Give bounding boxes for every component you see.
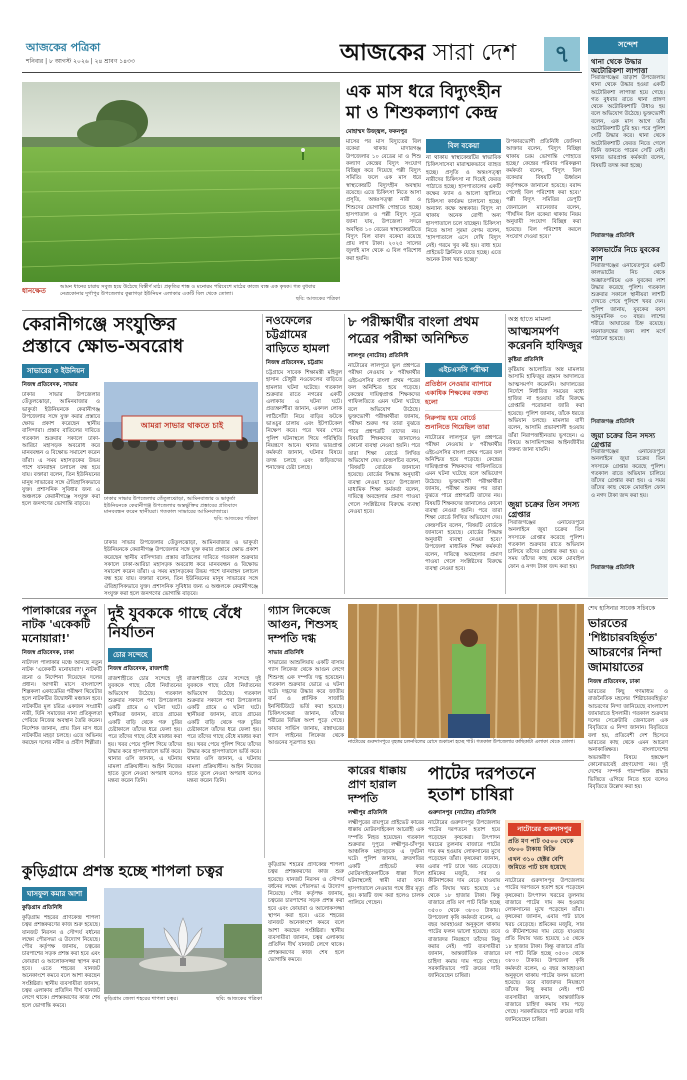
power-byline: মোহাম্মদ উজ্জ্বল, ফকনপুর — [346, 129, 408, 135]
sidebar-item-1-signoff: সিরাজগঞ্জ প্রতিনিধি — [591, 233, 635, 239]
masthead-rule — [22, 72, 582, 73]
sidebar-item-2-signoff: সিরাজগঞ্জ প্রতিনিধি — [591, 419, 635, 425]
farmers-headline-1: পাটের দরপতনে — [428, 764, 536, 784]
farmers-box-point-1: প্রতি মণ পাট ৩৫০০ থেকে ৩৮০০ টাকায় বিক্রি — [508, 838, 574, 853]
shapla-text-continued: কুড়িগ্রাম শহরের প্রাণকেন্দ্র শাপলা চত্বর প্রশস্তকরণের কাজ শুরু হয়েছে। যানজট নিরসন ও সৌন্দর্য বর্ধনের লক্ষ্যে পৌরসভা এ উদ্যোগ নিয়েছে। পৌর কর্তৃপক্ষ জানায়, চত্বরের চারপাশের সড়ক প্রশস্ত করা হবে এবং ফোয়ারা ও আলোকসজ্জা স্থাপন করা হবে। এতে শহরের যানজট অনেকাংশে কমবে বলে আশা করছেন সংশ্লিষ্টরা। স্থানীয় ব্যবসায়ীরা জানান, চত্বর এলাকায় প্রতিদিন দীর্ঘ যানজট লেগে থাকে। প্রশস্তকরণের কাজ শেষ হলে ভোগান্তি কমবে। — [268, 862, 344, 963]
exam-byline: লালপুর (নাটোর) প্রতিনিধি — [348, 353, 409, 359]
shapla-text: কুড়িগ্রাম শহরের প্রাণকেন্দ্র শাপলা চত্বর প্রশস্তকরণের কাজ শুরু হয়েছে। যানজট নিরসন ও সৌন্দর্য বর্ধনের লক্ষ্যে পৌরসভা এ উদ্যোগ নিয়েছে। পৌর কর্তৃপক্ষ জানায়, চত্বরের চারপাশের সড়ক প্রশস্ত করা হবে এবং ফোয়ারা ও আলোকসজ্জা স্থাপন করা হবে। এতে শহরের যানজট অনেকাংশে কমবে বলে আশা করছেন সংশ্লিষ্টরা। স্থানীয় ব্যবসায়ীরা জানান, চত্বর এলাকায় প্রতিদিন দীর্ঘ যানজট লেগে থাকে। প্রশস্তকরণের কাজ শেষ হলে ভোগান্তি কমবে। — [22, 915, 100, 1009]
story-exam — [348, 314, 502, 592]
chattogram-headline: নওফেলের চট্টগ্রামের বাড়িতে হামলা — [266, 314, 330, 355]
tree-headline: দুই যুবককে গাছে বেঁধে নির্যাতন — [108, 604, 242, 641]
keraniganj-headline-1: কেরানীগঞ্জে সংযুক্তির — [22, 314, 177, 335]
page-number: ৭ — [554, 40, 570, 68]
keraniganj-text-continued: ঢাকার সাভার উপজেলার তেঁতুলঝোড়া, আমিনবাজার ও ভাকুর্তা ইউনিয়নকে কেরানীগঞ্জ উপজেলার সঙ্গে যুক্ত করার প্রস্তাবে ক্ষোভ প্রকাশ করেছেন স্থানীয় বাসিন্দারা। প্রস্তাব বাতিলের দাবিতে গতকাল শুক্রবার সকালে ঢাকা-আরিচা মহাসড়ক অবরোধ করে মানববন্ধন ও বিক্ষোভ সমাবেশ করেন তাঁরা। এ সময় মহাসড়কের উভয় পাশে যানবাহন চলাচল বন্ধ হয়ে যায়। বক্তারা বলেন, তিন ইউনিয়নের মানুষ সাভারের সঙ্গে ঐতিহাসিকভাবে যুক্ত। প্রশাসনিক সুবিধার জন্য এ অঞ্চলকে কেরানীগঞ্জে সংযুক্ত করা হলে জনগণের ভোগান্তি বাড়বে। — [104, 540, 258, 598]
keraniganj-text-cont — [104, 540, 258, 598]
sidebar-item-3-headline: জুয়া চক্রের তিন সদস্য গ্রেপ্তার — [591, 431, 656, 449]
gamble-text: সিরাজগঞ্জের এনায়েতপুরে অনলাইনে জুয়া চক্রের তিন সদস্যকে গ্রেপ্তার করেছে পুলিশ। গতকাল শুক্রবার রাতে অভিযান চালিয়ে তাঁদের গ্রেপ্তার করা হয়। এ সময় তাঁদের কাছ থেকে মোবাইল ফোন ও নগদ টাকা জব্দ করা হয়। — [508, 520, 584, 570]
paddy-photo-label: ধানক্ষেত — [22, 287, 46, 295]
surrender-kicker: অস্ত্র হাতে মামলা — [508, 315, 551, 323]
keraniganj-headline-2: প্রস্তাবে ক্ষোভ-অবরোধ — [22, 336, 184, 357]
shapla-photo — [104, 888, 262, 994]
paddy-photo-caption — [22, 284, 340, 304]
story-jute-farmers — [428, 764, 584, 1024]
paddy-field-photo — [22, 82, 340, 282]
newspaper-logo: আজকের পত্রিকা — [26, 41, 101, 54]
keraniganj-caption-block — [104, 496, 258, 536]
shapla-caption-row — [104, 996, 262, 1003]
section-title — [340, 37, 516, 69]
story-tree — [108, 604, 262, 858]
divider-col-1 — [262, 314, 263, 594]
surrender-headline: আত্মসমর্পণ করেননি হাফিজুর — [508, 325, 583, 352]
issue-date: শনিবার | ৮ আগস্ট ২০২৬ | ২৪ শ্রাবণ ১৪৩৩ — [26, 58, 135, 65]
exam-headline: ৮ পরীক্ষার্থীর বাংলা প্রথম পত্রের পরীক্ষা অনিশ্চিত — [348, 315, 479, 347]
play-byline: নিজস্ব প্রতিবেদক, ঢাকা — [22, 650, 74, 656]
masthead — [22, 37, 582, 71]
jamaat-headline-1: ভারতের — [588, 616, 628, 630]
jamaat-headline-3: আচরণের নিন্দা — [588, 645, 662, 659]
keraniganj-tag: সাভারের ৩ ইউনিয়ন — [22, 364, 89, 378]
jamaat-headline-2: 'শিষ্টাচারবহির্ভূত' — [588, 632, 658, 644]
divider-middle — [22, 598, 668, 599]
jute-photo — [348, 604, 584, 738]
jamaat-text: ভারতের কিছু গণমাধ্যম ও রাজনৈতিক মহলের 'শিষ্টাচারবহির্ভূত' আচরণের নিন্দা জানিয়েছে বাংলাদেশ জামায়াতে ইসলামী। গতকাল শুক্রবার দলের সেক্রেটারি জেনারেল এক বিবৃতিতে এ নিন্দা জানান। বিবৃতিতে বলা হয়, প্রতিবেশী দেশ হিসেবে ভারতের কাছ থেকে এমন আচরণ অনাকাঙ্ক্ষিত। বাংলাদেশের অভ্যন্তরীণ বিষয়ে হস্তক্ষেপ কোনোভাবেই গ্রহণযোগ্য নয়। দুই দেশের সম্পর্ক পারস্পরিক শ্রদ্ধার ভিত্তিতে এগিয়ে নিতে হবে বলেও বিবৃতিতে উল্লেখ করা হয়। — [588, 689, 668, 790]
story-accident — [348, 764, 424, 1024]
play-headline: পালাকারের নতুন নাটক 'একেকটি মনোয়ারা!' — [22, 604, 97, 645]
accident-text: লক্ষ্মীপুরের রায়পুরে প্রাইভেট কারের ধাক্কায় মোটরসাইকেল আরোহী এক দম্পতি নিহত হয়েছেন। গতকাল শুক্রবার দুপুরে লক্ষ্মীপুর-চাঁদপুর আঞ্চলিক মহাসড়কে এ দুর্ঘটনা ঘটে। পুলিশ জানায়, দ্রুতগতির একটি প্রাইভেট কার মোটরসাইকেলটিকে ধাক্কা দিলে ঘটনাস্থলেই স্বামী মারা যান। হাসপাতালে নেওয়ার পথে স্ত্রীর মৃত্যু হয়। কারটি জব্দ করা হলেও চালক পালিয়ে গেছেন। — [348, 820, 424, 907]
play-text: নাট্যদল পালাকার মঞ্চে আনছে নতুন নাটক 'একেকটি মনোয়ারা!'। নাটকটি রচনা ও নির্দেশনা দিয়েছেন দলের প্রধান। আগামী মাসে বাংলাদেশ শিল্পকলা একাডেমির পরীক্ষণ থিয়েটার হলে নাটকটির উদ্বোধনী মঞ্চায়ন হবে। নাটকটির মূল চরিত্র একজন সংগ্রামী নারী, যিনি সমাজের নানা প্রতিকূলতা পেরিয়ে নিজের অবস্থান তৈরি করেন। নির্দেশক জানান, প্রায় তিন মাস ধরে নাটকটির মহড়া চলছে। এতে অভিনয় করছেন দলের নবীন ও প্রবীণ শিল্পীরা। — [22, 660, 102, 747]
farmers-box-point-2: এখন ৩১০ হেক্টর বেশি জমিতে পাট চাষ হয়েছে — [508, 856, 566, 871]
paddy-photo-credit: ছবি: আজকের পত্রিকা — [295, 296, 340, 302]
tree-byline: নিজস্ব প্রতিবেদক, রাজশাহী — [108, 666, 169, 672]
section-name: সারা দেশ — [432, 40, 517, 66]
sidebar-item-3-signoff: সিরাজগঞ্জ প্রতিনিধি — [591, 565, 635, 571]
jute-drying-illustration — [348, 604, 584, 738]
surrender-text: কুষ্টিয়ায় আলোচিত অস্ত্র মামলার আসামি হাফিজুর রহমান আদালতে আত্মসমর্পণ করেননি। আদালতের নির্দেশে নির্ধারিত সময়ের মধ্যে হাজির না হওয়ায় তাঁর বিরুদ্ধে গ্রেপ্তারি পরোয়ানা জারি করা হয়েছে। পুলিশ জানায়, তাঁকে ধরতে অভিযান চলছে। মামলার বাদী বলেন, আসামি প্রভাবশালী হওয়ায় তাঁরা নিরাপত্তাহীনতায় ভুগছেন। এ বিষয়ে আসামিপক্ষের আইনজীবীর বক্তব্য জানা যায়নি। — [508, 367, 584, 454]
divider-col-5 — [264, 604, 265, 858]
shapla-tag: ঘাসফুল কমার আশা — [22, 887, 87, 901]
sidebar-item-1-headline: থানা থেকে উদ্ধার অটোরিকশা লাপাত্তা — [591, 57, 648, 75]
divider-col-2 — [344, 314, 345, 594]
farmers-box-title: নাটোরের গুরুদাসপুর — [508, 823, 581, 836]
jute-caption: নাটোরের গুরুদাসপুরে বৃহত্তর চলনবিলের রোদে শুকানো হচ্ছে পাট। গতকাল উপজেলার কাছিকাটা এলাকা থেকে তোলা। — [348, 740, 575, 745]
sidebar-item-1-text: সিরাজগঞ্জের তাড়াশ উপজেলায় থানা থেকে উদ্ধার হওয়া একটি অটোরিকশা লাপাত্তা হয়ে গেছে। গত বুধবার রাতে থানা প্রাঙ্গণ থেকে অটোরিকশাটি উধাও হয় বলে অভিযোগ উঠেছে। ভুক্তভোগী বলেন, এক মাস আগে তাঁর অটোরিকশাটি চুরি হয়। পরে পুলিশ সেটি উদ্ধার করে। থানা থেকে অটোরিকশাটি ফেরত নিতে গেলে তিনি জানতে পারেন সেটি নেই। থানার ভারপ্রাপ্ত কর্মকর্তা বলেন, বিষয়টি তদন্ত করা হচ্ছে। — [591, 75, 665, 169]
divider-top — [22, 310, 582, 311]
keraniganj-photo — [104, 382, 258, 494]
keraniganj-text: ঢাকার সাভার উপজেলার তেঁতুলঝোড়া, আমিনবাজার ও ভাকুর্তা ইউনিয়নকে কেরানীগঞ্জ উপজেলার সঙ্গে যুক্ত করার প্রস্তাবে ক্ষোভ প্রকাশ করেছেন স্থানীয় বাসিন্দারা। প্রস্তাব বাতিলের দাবিতে গতকাল শুক্রবার সকালে ঢাকা-আরিচা মহাসড়ক অবরোধ করে মানববন্ধন ও বিক্ষোভ সমাবেশ করেন তাঁরা। এ সময় মহাসড়কের উভয় পাশে যানবাহন চলাচল বন্ধ হয়ে যায়। বক্তারা বলেন, তিন ইউনিয়নের মানুষ সাভারের সঙ্গে ঐতিহাসিকভাবে যুক্ত। প্রশাসনিক সুবিধার জন্য এ অঞ্চলকে কেরানীগঞ্জে সংযুক্ত করা হলে জনগণের ভোগান্তি বাড়বে। — [22, 392, 100, 508]
jute-caption-block — [348, 740, 584, 754]
jamaat-headline-4: জামায়াতের — [588, 660, 644, 674]
page-number-box — [544, 37, 580, 71]
keraniganj-caption: ঢাকার সাভার উপজেলার তেঁতুলঝোড়া, আমিনবাজার ও ভাকুর্তা ইউনিয়নকে কেরানীগঞ্জ উপজেলার অন্তর্ভুক্তির প্রস্তাবের প্রতিবাদে মানববন্ধন করেন স্থানীয়রা। গতকাল সাভারের আমিনবাজারে। — [104, 496, 238, 516]
paddy-field-illustration — [22, 82, 340, 282]
protest-illustration — [104, 382, 258, 494]
shapla-byline: কুড়িগ্রাম প্রতিনিধি — [22, 905, 63, 911]
keraniganj-byline: নিজস্ব প্রতিবেদক, সাভার — [22, 382, 78, 388]
power-col-3: উপকারভোগী প্রতিনিধি জেলিনা আক্তার বলেন, 'বিদ্যুৎ বিচ্ছিন্ন থাকায় চরম ভোগান্তি পোহাতে হচ্ছে।' কেন্দ্রের পরিবার পরিকল্পনা কর্মকর্তা বলেন, 'বিদ্যুৎ বিল বকেয়ার বিষয়টি ঊর্ধ্বতন কর্তৃপক্ষকে জানানো হয়েছে। বরাদ্দ পেলেই বিল পরিশোধ করা হবে।' পল্লী বিদ্যুৎ সমিতির ডেপুটি জেনারেল ম্যানেজার বলেন, 'দীর্ঘদিন বিল বকেয়া থাকায় নিয়ম অনুযায়ী সংযোগ বিচ্ছিন্ন করা হয়েছে। বিল পরিশোধ করলে সংযোগ দেওয়া হবে।' — [506, 139, 581, 240]
power-headline-1: এক মাস ধরে বিদ্যুৎহীন — [346, 82, 502, 102]
protest-banner-text: আমরা সাভার থাকতে চাই — [140, 421, 224, 430]
story-jamaat — [588, 604, 668, 1024]
story-gas — [268, 604, 344, 858]
surrender-byline: কুষ্টিয়া প্রতিনিধি — [508, 357, 544, 363]
power-headline-2: মা ও শিশুকল্যাণ কেন্দ্র — [346, 103, 498, 123]
shapla-caption-block — [104, 996, 262, 1006]
accident-headline: কারের ধাক্কায় প্রাণ হারাল দম্পতি — [348, 764, 407, 805]
exam-text-2: নাটোরের লালপুরে ভুল প্রশ্নপত্রে পরীক্ষা নেওয়ায় ৮ পরীক্ষার্থীর এইচএসসির বাংলা প্রথম পত্রের ফল অনিশ্চিত হয়ে পড়েছে। কেন্দ্রের দায়িত্বপ্রাপ্ত শিক্ষকদের গাফিলতিতে এমন ঘটনা ঘটেছে বলে অভিযোগ উঠেছে। ভুক্তভোগী পরীক্ষার্থীরা জানায়, পরীক্ষা শুরুর পর তারা বুঝতে পারে প্রশ্নপত্রটি তাদের নয়। বিষয়টি শিক্ষকদের জানালেও কোনো ব্যবস্থা নেওয়া হয়নি। পরে তারা শিক্ষা বোর্ডে লিখিত অভিযোগ দেয়। কেন্দ্রসচিব বলেন, 'বিষয়টি বোর্ডকে জানানো হয়েছে। বোর্ডের সিদ্ধান্ত অনুযায়ী ব্যবস্থা নেওয়া হবে।' উপজেলা মাধ্যমিক শিক্ষা কর্মকর্তা বলেন, দায়িত্বে অবহেলার প্রমাণ পাওয়া গেলে সংশ্লিষ্টদের বিরুদ্ধে ব্যবস্থা নেওয়া হবে। — [425, 435, 502, 573]
divider-lower — [268, 760, 584, 761]
jamaat-kicker: শেখ হাসিনার সাবেক সচিবকে — [588, 606, 656, 612]
shapla-square-illustration — [104, 888, 262, 994]
exam-quote-2: নিরুপায় হয়ে বোর্ডে শুনানিতে গিয়েছিল তারা — [425, 414, 490, 431]
story-play — [22, 604, 102, 858]
shapla-headline: কুড়িগ্রামে প্রশস্ত হচ্ছে শাপলা চত্বর — [22, 862, 224, 880]
gamble-headline: জুয়া চক্রের তিন সদস্য গ্রেপ্তার — [508, 500, 580, 519]
tree-text-2: রাজশাহীতে চোর সন্দেহে দুই যুবককে গাছে বেঁধে নির্যাতনের অভিযোগ উঠেছে। গতকাল শুক্রবার সকালে পবা উপজেলার একটি গ্রামে এ ঘটনা ঘটে। স্থানীয়রা জানান, রাতে গ্রামের একটি বাড়ি থেকে গরু চুরির চেষ্টাকালে তাঁদের ধরে ফেলা হয়। পরে তাঁদের গাছে বেঁধে মারধর করা হয়। খবর পেয়ে পুলিশ গিয়ে তাঁদের উদ্ধার করে হাসপাতালে ভর্তি করে। থানার ওসি জানান, এ ঘটনায় মামলা প্রক্রিয়াধীন। আইন নিজের হাতে তুলে নেওয়া অপরাধ বলেও মন্তব্য করেন তিনি। — [187, 676, 261, 785]
sidebar-item-2-text: সিরাজগঞ্জের এনায়েতপুরে একটি কালভার্টের নিচ থেকে অজ্ঞাতপরিচয় এক যুবকের লাশ উদ্ধার করেছে পুলিশ। গতকাল শুক্রবার সকালে স্থানীয়রা লাশটি দেখতে পেয়ে পুলিশে খবর দেন। পুলিশ জানায়, যুবকের বয়স আনুমানিক ৩০ বছর। লাশের শরীরে আঘাতের চিহ্ন রয়েছে। ময়নাতদন্তের জন্য লাশ মর্গে পাঠানো হয়েছে। — [591, 263, 665, 342]
farmers-byline: গুরুদাসপুর (নাটোর) প্রতিনিধি — [428, 810, 496, 816]
gas-byline: সাভার প্রতিনিধি — [268, 650, 304, 656]
sidebar-item-2-headline: কালভার্টের নিচে যুবকের লাশ — [591, 245, 660, 263]
jamaat-byline: নিজস্ব প্রতিবেদক, ঢাকা — [588, 679, 640, 685]
story-chattogram — [266, 314, 342, 592]
shapla-caption: কুড়িগ্রাম জেলা শহরের শাপলা চত্বর। — [104, 996, 179, 1002]
farmers-text: নাটোরের গুরুদাসপুর উপজেলায় পাটের দরপতনে হতাশ হয়ে পড়েছেন কৃষকেরা। উৎপাদন খরচের তুলনায় বাজারে পাটের দাম কম হওয়ায় লোকসানের মুখে পড়েছেন তাঁরা। কৃষকেরা জানান, এবার পাট চাষে খরচ বেড়েছে। শ্রমিকের মজুরি, সার ও কীটনাশকের দাম বেড়ে যাওয়ায় প্রতি বিঘায় খরচ হয়েছে ১৫ থেকে ১৮ হাজার টাকা। কিন্তু বাজারে প্রতি মণ পাট বিক্রি হচ্ছে ৩৫০০ থেকে ৩৮০০ টাকায়। উপজেলা কৃষি কর্মকর্তা বলেন, এ বছর আবহাওয়া অনুকূলে থাকায় পাটের ফলন ভালো হয়েছে। তবে বাজারদর নিয়ন্ত্রণে তাঁদের কিছু করার নেই। পাট ব্যবসায়ীরা জানান, আন্তর্জাতিক বাজারে চাহিদা কমায় দাম পড়ে গেছে। সরকারিভাবে পাট ক্রয়ের দাবি জানিয়েছেন চাষিরা। — [428, 820, 500, 980]
keraniganj-credit: ছবি: আজকের পত্রিকা — [213, 515, 258, 522]
shapla-credit: ছবি: আজকের পত্রিকা — [216, 996, 262, 1002]
chattogram-byline: নিজস্ব প্রতিবেদক, চট্টগ্রাম — [266, 360, 324, 366]
section-prefix: আজকের — [340, 40, 426, 66]
power-tag: বিল বকেয়া — [426, 139, 501, 153]
exam-text: নাটোরের লালপুরে ভুল প্রশ্নপত্রে পরীক্ষা নেওয়ায় ৮ পরীক্ষার্থীর এইচএসসির বাংলা প্রথম পত্রের ফল অনিশ্চিত হয়ে পড়েছে। কেন্দ্রের দায়িত্বপ্রাপ্ত শিক্ষকদের গাফিলতিতে এমন ঘটনা ঘটেছে বলে অভিযোগ উঠেছে। ভুক্তভোগী পরীক্ষার্থীরা জানায়, পরীক্ষা শুরুর পর তারা বুঝতে পারে প্রশ্নপত্রটি তাদের নয়। বিষয়টি শিক্ষকদের জানালেও কোনো ব্যবস্থা নেওয়া হয়নি। পরে তারা শিক্ষা বোর্ডে লিখিত অভিযোগ দেয়। কেন্দ্রসচিব বলেন, 'বিষয়টি বোর্ডকে জানানো হয়েছে। বোর্ডের সিদ্ধান্ত অনুযায়ী ব্যবস্থা নেওয়া হবে।' উপজেলা মাধ্যমিক শিক্ষা কর্মকর্তা বলেন, দায়িত্বে অবহেলার প্রমাণ পাওয়া গেলে সংশ্লিষ্টদের বিরুদ্ধে ব্যবস্থা নেওয়া হবে। — [348, 363, 420, 515]
sidebar-item-3-text: সিরাজগঞ্জের এনায়েতপুরে অনলাইনে জুয়া চক্রের তিন সদস্যকে গ্রেপ্তার করেছে পুলিশ। গতকাল রাতে অভিযান চালিয়ে তাঁদের গ্রেপ্তার করা হয়। এ সময় তাঁদের কাছ থেকে মোবাইল ফোন ও নগদ টাকা জব্দ করা হয়। — [591, 449, 665, 499]
accident-byline: লক্ষ্মীপুর প্রতিনিধি — [348, 810, 388, 816]
exam-quote-1: প্রতিষ্ঠান নেওয়ার ব্যাপারে একাধিক শিক্ষকের বক্তব্য হলো — [425, 377, 502, 411]
sidebar-title: সন্দেশ — [588, 37, 668, 54]
farmers-box — [505, 820, 584, 875]
farmers-text-2: নাটোরের গুরুদাসপুর উপজেলায় পাটের দরপতনে হতাশ হয়ে পড়েছেন কৃষকেরা। উৎপাদন খরচের তুলনায় বাজারে পাটের দাম কম হওয়ায় লোকসানের মুখে পড়েছেন তাঁরা। কৃষকেরা জানান, এবার পাট চাষে খরচ বেড়েছে। শ্রমিকের মজুরি, সার ও কীটনাশকের দাম বেড়ে যাওয়ায় প্রতি বিঘায় খরচ হয়েছে ১৫ থেকে ১৮ হাজার টাকা। কিন্তু বাজারে প্রতি মণ পাট বিক্রি হচ্ছে ৩৫০০ থেকে ৩৮০০ টাকায়। উপজেলা কৃষি কর্মকর্তা বলেন, এ বছর আবহাওয়া অনুকূলে থাকায় পাটের ফলন ভালো হয়েছে। তবে বাজারদর নিয়ন্ত্রণে তাঁদের কিছু করার নেই। পাট ব্যবসায়ীরা জানান, আন্তর্জাতিক বাজারে চাহিদা কমায় দাম পড়ে গেছে। সরকারিভাবে পাট ক্রয়ের দাবি জানিয়েছেন চাষিরা। — [505, 878, 584, 1023]
gas-headline: গ্যাস লিকেজে আগুন, শিশুসহ দম্পতি দগ্ধ — [268, 604, 338, 645]
power-col-2: না থাকায় স্বাস্থ্যকেন্দ্রটির স্বাভাবিক চিকিৎসাসেবা মারাত্মকভাবে ব্যাহত হচ্ছে। প্রসূতি ও অন্তঃসত্ত্বা নারীদের চিকিৎসা না দিয়েই ফেরত পাঠাতে হচ্ছে। হাসপাতালের একটি কক্ষের ফ্যান ও আলো জ্বালিয়ে চিকিৎসা কার্যক্রম চালানো হচ্ছে। অন্যান্য কক্ষে অন্ধকার। বিদ্যুৎ না থাকায় অনেক রোগী অন্য হাসপাতালে চলে যাচ্ছেন। চিকিৎসা নিতে আসা সুরমা বেগম বলেন, 'হাসপাতালে এসে দেখি বিদ্যুৎ নেই। গরমে খুব কষ্ট হয়। বাধ্য হয়ে প্রাইভেট ক্লিনিকে যেতে হচ্ছে। এতে অনেক টাকা খরচ হচ্ছে।' — [426, 155, 501, 264]
sidebar-news — [588, 37, 668, 597]
divider-col-3 — [505, 314, 506, 594]
farmers-headline-2: হতাশ চাষিরা — [428, 785, 514, 805]
shapla-text-cont — [268, 862, 344, 1024]
story-surrender — [508, 314, 584, 594]
tree-tag: চোর সন্দেহে — [108, 648, 152, 662]
story-power-cut — [346, 82, 582, 308]
gas-text: সাভারের আশুলিয়ায় একটি বাসায় গ্যাস লিকেজ থেকে আগুন লেগে শিশুসহ এক দম্পতি দগ্ধ হয়েছেন। গতকাল শুক্রবার ভোরে এ ঘটনা ঘটে। দগ্ধদের উদ্ধার করে জাতীয় বার্ন ও প্লাস্টিক সার্জারি ইনস্টিটিউটে ভর্তি করা হয়েছে। চিকিৎসকেরা জানান, তাঁদের শরীরের বিভিন্ন অংশ পুড়ে গেছে। ফায়ার সার্ভিস জানায়, রান্নাঘরের গ্যাস লাইনের লিকেজ থেকে আগুনের সূত্রপাত হয়। — [268, 660, 344, 747]
exam-tag: এইচএসসি পরীক্ষা — [425, 363, 502, 377]
divider-col-4 — [104, 604, 105, 858]
power-col-1: মাসের পর মাস বিদ্যুতের বিল বকেয়া থাকায় মাদারগঞ্জ উপজেলার ১০ বেডের মা ও শিশু কল্যাণ কেন্দ্রের বিদ্যুৎ সংযোগ বিচ্ছিন্ন করে দিয়েছে পল্লী বিদ্যুৎ সমিতি। ফলে এক মাস ধরে স্বাস্থ্যকেন্দ্রটি বিদ্যুৎহীন অবস্থায় রয়েছে। এতে চিকিৎসা নিতে আসা প্রসূতি, অন্তঃসত্ত্বা নারী ও শিশুদের ভোগান্তি পোহাতে হচ্ছে। হাসপাতাল ও পল্লী বিদ্যুৎ সূত্রে জানা যায়, উপজেলা সদরে অবস্থিত ১০ বেডের স্বাস্থ্যকেন্দ্রটিতে বিদ্যুৎ বিল বাবদ বকেয়া রয়েছে প্রায় লাখ টাকা। ২০২৫ সালের জুলাই মাস থেকে এ বিল পরিশোধ করা হয়নি। — [346, 139, 421, 262]
chattogram-text: চট্টগ্রামে সাবেক শিক্ষামন্ত্রী মহিবুল হাসান চৌধুরী নওফেলের বাড়িতে হামলার ঘটনা ঘটেছে। গতকাল শুক্রবার রাতে নগরের একটি এলাকায় এ ঘটনা ঘটে। প্রত্যক্ষদর্শীরা জানান, একদল লোক লাঠিসোঁটা নিয়ে বাড়ির ফটকে ভাঙচুর চালায় এবং ইটপাটকেল নিক্ষেপ করে। পরে খবর পেয়ে পুলিশ ঘটনাস্থলে গিয়ে পরিস্থিতি নিয়ন্ত্রণে আনে। থানার ভারপ্রাপ্ত কর্মকর্তা জানান, ঘটনার বিষয়ে তদন্ত চলছে এবং জড়িতদের শনাক্তের চেষ্টা চলছে। — [266, 370, 342, 471]
paddy-caption-text: আমন ধানের চারায় সবুজ হয়ে উঠেছে বিস্তীর্ণ মাঠ। প্রকৃতির শাস্ত ও মনোরম পরিবেশে মাঠের কাজে ব্যস্ত এক কৃষক। গত বুধবার নেত্রকোনার দুর্গাপুর উপজেলার কুল্লাগড়া ইউনিয়ন এলাকার একটি বিল থেকে তোলা। — [60, 284, 316, 297]
tree-text-1: রাজশাহীতে চোর সন্দেহে দুই যুবককে গাছে বেঁধে নির্যাতনের অভিযোগ উঠেছে। গতকাল শুক্রবার সকালে পবা উপজেলার একটি গ্রামে এ ঘটনা ঘটে। স্থানীয়রা জানান, রাতে গ্রামের একটি বাড়ি থেকে গরু চুরির চেষ্টাকালে তাঁদের ধরে ফেলা হয়। পরে তাঁদের গাছে বেঁধে মারধর করা হয়। খবর পেয়ে পুলিশ গিয়ে তাঁদের উদ্ধার করে হাসপাতালে ভর্তি করে। থানার ওসি জানান, এ ঘটনায় মামলা প্রক্রিয়াধীন। আইন নিজের হাতে তুলে নেওয়া অপরাধ বলেও মন্তব্য করেন তিনি। — [108, 676, 182, 785]
